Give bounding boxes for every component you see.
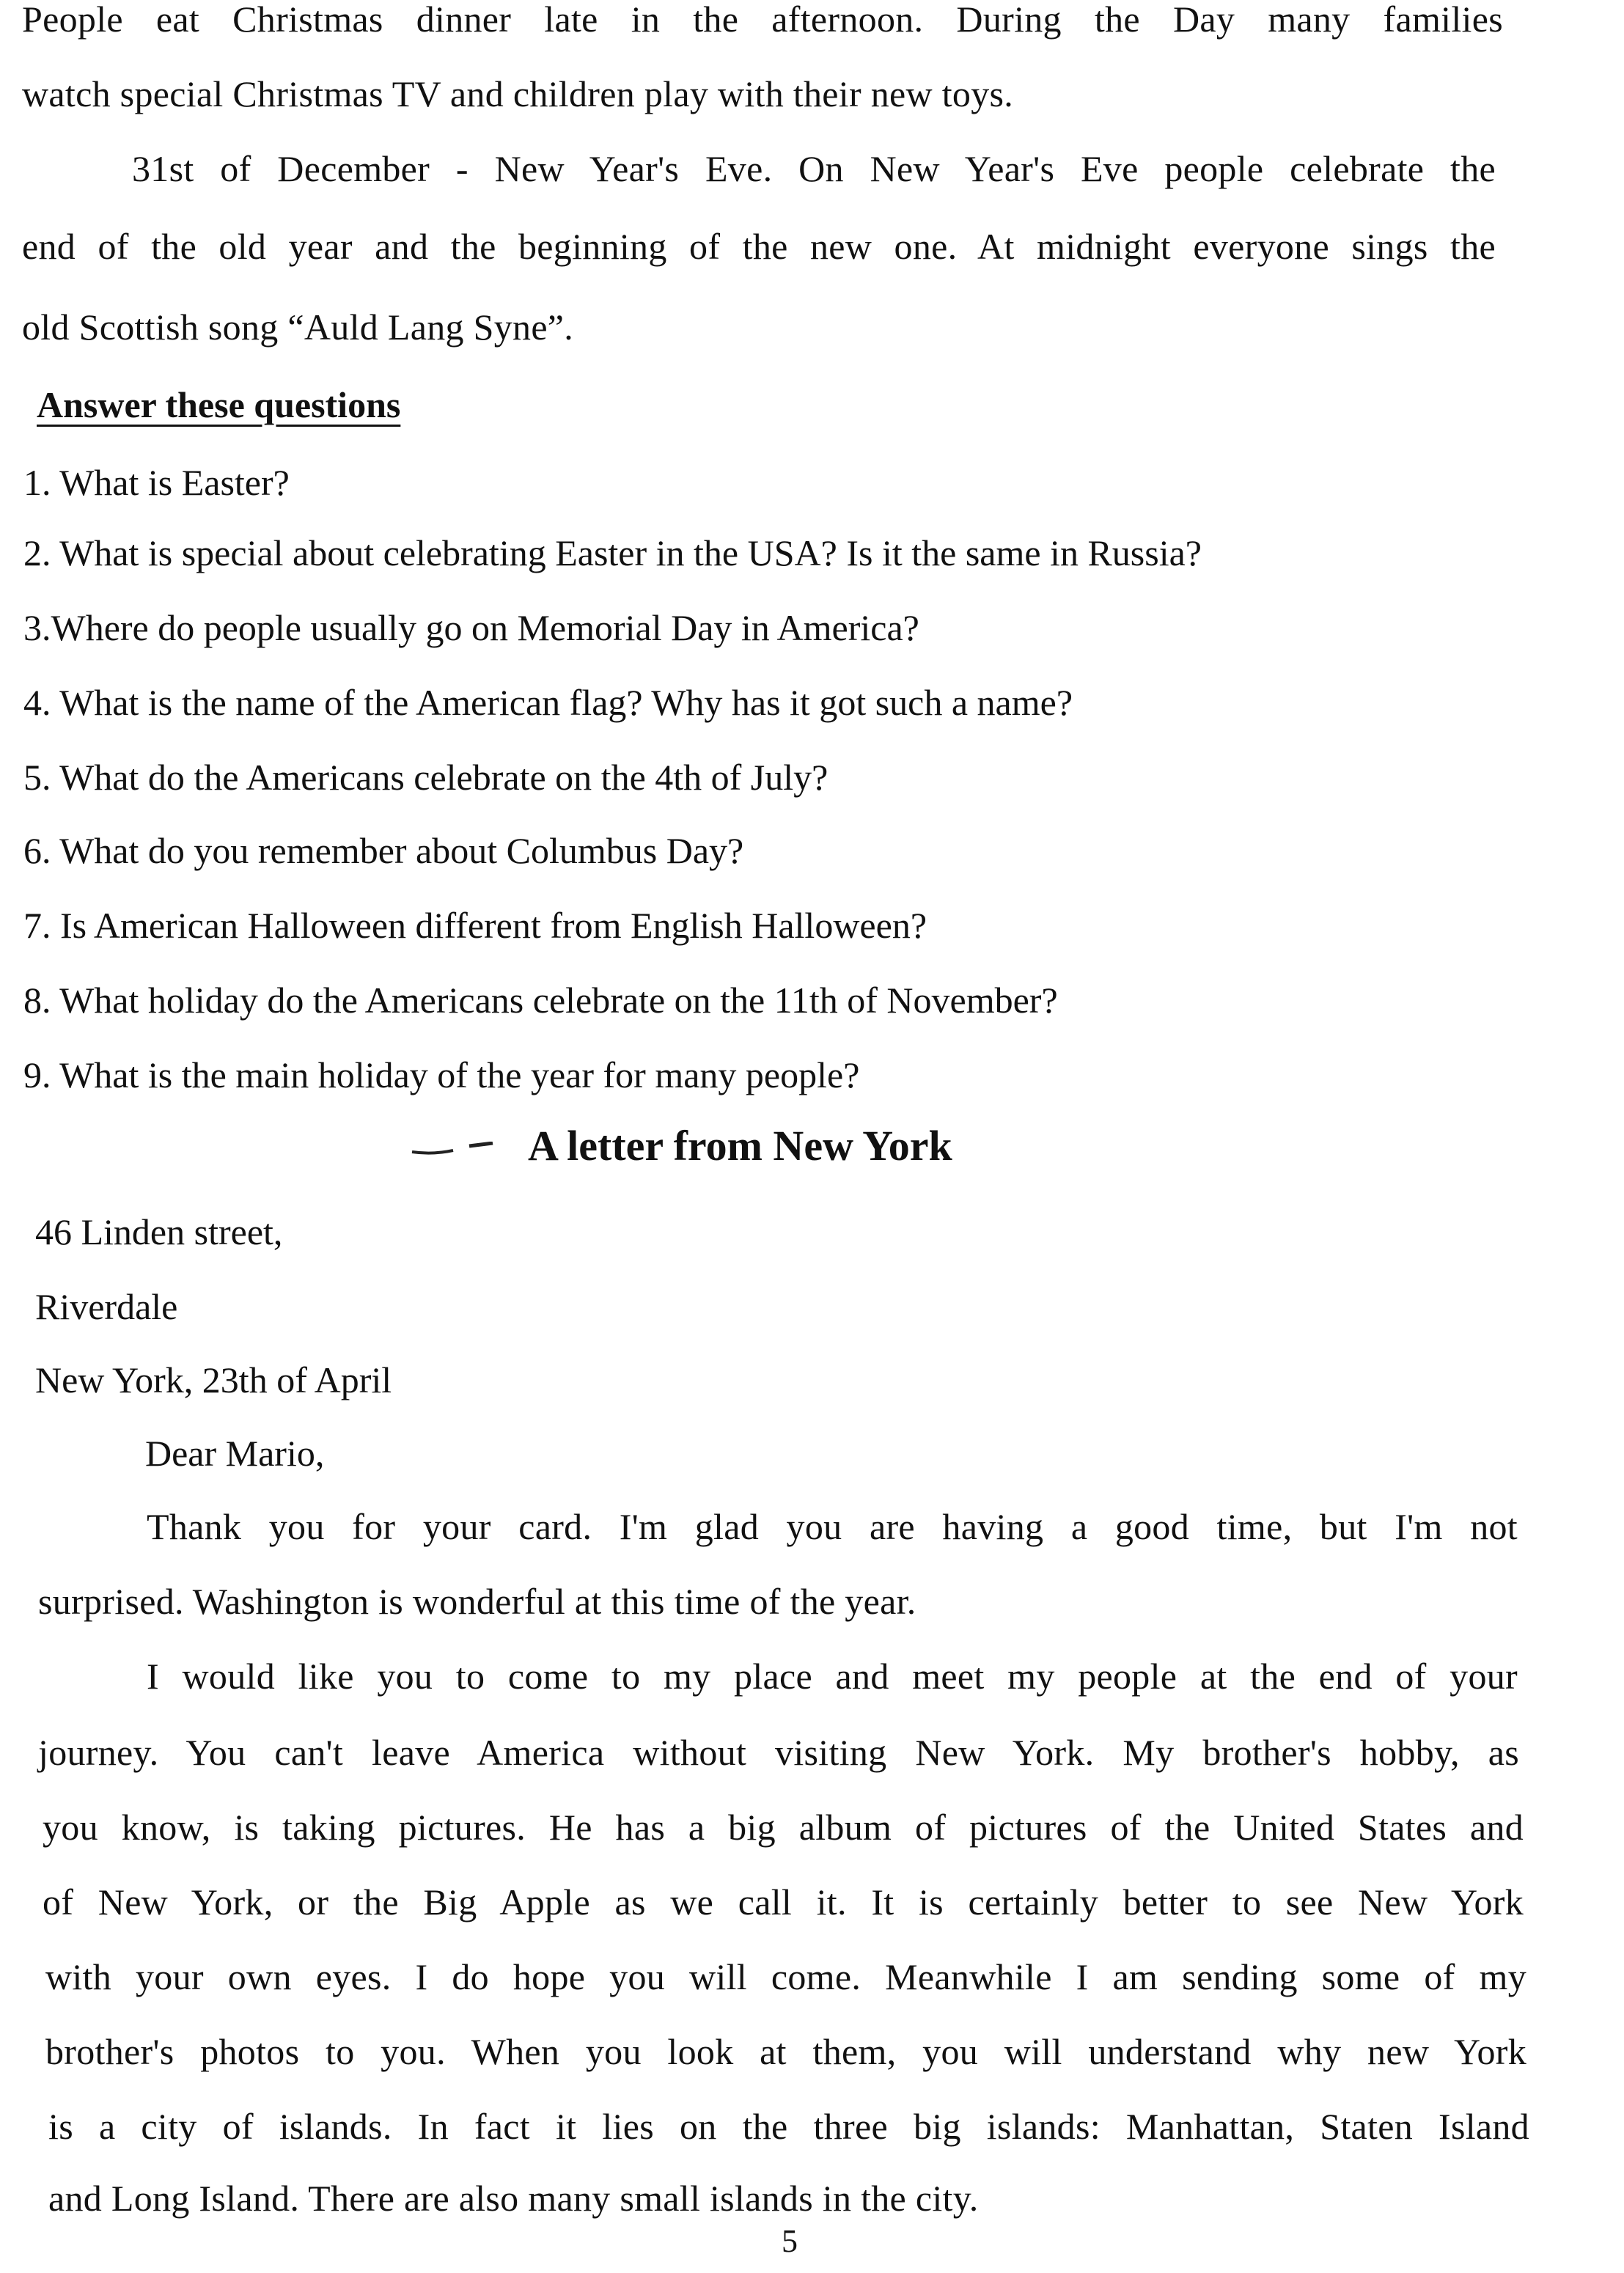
letter-line-6: of New York, or the Big Apple as we call it. It is certainly better to see New York — [43, 1881, 1524, 1923]
letter-greeting: Dear Mario, — [145, 1433, 325, 1474]
letter-title: A letter from New York — [528, 1122, 952, 1169]
intro-line-2: watch special Christmas TV and children play with their new toys. — [22, 73, 1014, 114]
letter-line-9: is a city of islands. In fact it lies on the three big islands: Manhattan, Staten Island — [48, 2106, 1529, 2147]
intro-line-1: People eat Christmas dinner late in the afternoon. During the Day many families — [22, 0, 1503, 40]
letter-line-2: surprised. Washington is wonderful at this time of the year. — [38, 1581, 916, 1622]
letter-line-4: journey. You can't leave America without visiting New York. My brother's hobby, as — [38, 1732, 1519, 1773]
letter-line-1: Thank you for your card. I'm glad you are having a good time, but I'm not — [147, 1506, 1518, 1547]
question-5: 5. What do the Americans celebrate on the 4th of July? — [23, 757, 828, 798]
intro-line-3: 31st of December - New Year's Eve. On New Year's Eve people celebrate the — [132, 148, 1496, 189]
letter-line-5: you know, is taking pictures. He has a big album of pictures of the United States and — [43, 1807, 1524, 1848]
letter-line-10: and Long Island. There are also many small islands in the city. — [48, 2178, 979, 2219]
intro-line-5: old Scottish song “Auld Lang Syne”. — [22, 306, 574, 348]
letter-line-8: brother's photos to you. When you look at them, you will understand why new York — [45, 2031, 1526, 2072]
letter-line-7: with your own eyes. I do hope you will come. Meanwhile I am sending some of my — [45, 1956, 1526, 1997]
address-line-1: 46 Linden street, — [35, 1211, 283, 1252]
question-6: 6. What do you remember about Columbus Day? — [23, 830, 744, 871]
question-7: 7. Is American Halloween different from English Halloween? — [23, 905, 927, 946]
address-line-3: New York, 23th of April — [35, 1359, 392, 1400]
question-9: 9. What is the main holiday of the year for many people? — [23, 1054, 860, 1095]
address-line-2: Riverdale — [35, 1286, 178, 1327]
question-1: 1. What is Easter? — [23, 462, 290, 503]
question-3: 3.Where do people usually go on Memorial Day in America? — [23, 607, 919, 648]
question-2: 2. What is special about celebrating Easter in the USA? Is it the same in Russia? — [23, 532, 1202, 573]
intro-line-4: end of the old year and the beginning of the new one. At midnight everyone sings the — [22, 226, 1496, 267]
question-8: 8. What holiday do the Americans celebrate on the 11th of November? — [23, 980, 1058, 1021]
question-4: 4. What is the name of the American flag? Why has it got such a name? — [23, 682, 1073, 723]
ink-smudge-mark — [411, 1142, 499, 1156]
page-number: 5 — [782, 2223, 798, 2259]
letter-line-3: I would like you to come to my place and meet my people at the end of your — [147, 1656, 1518, 1697]
questions-heading: Answer these questions — [37, 384, 401, 425]
